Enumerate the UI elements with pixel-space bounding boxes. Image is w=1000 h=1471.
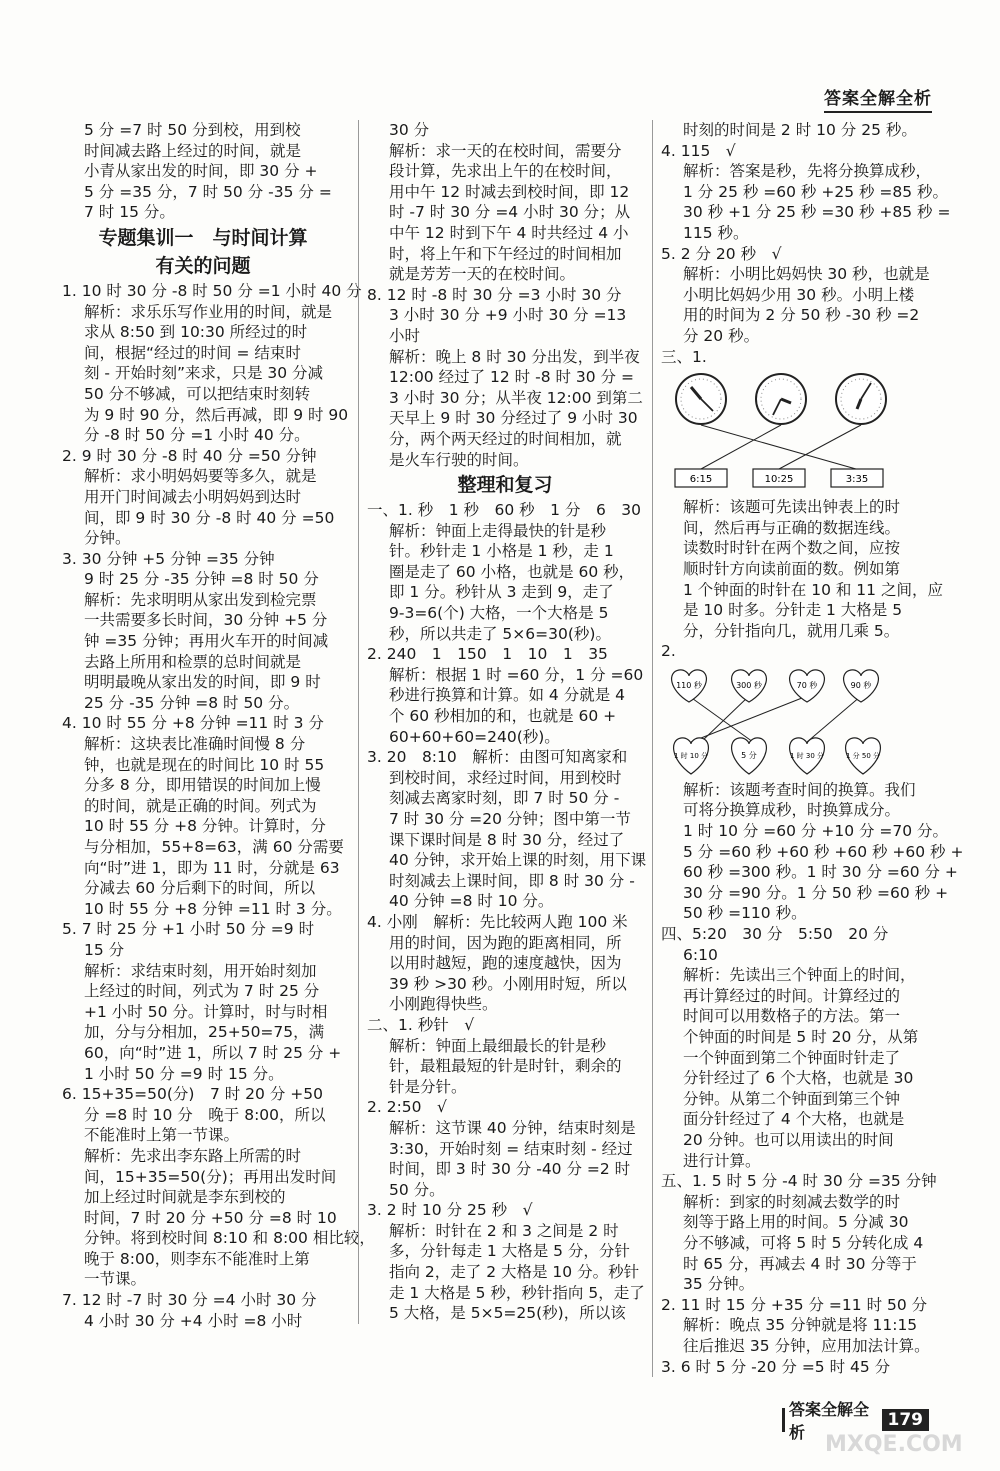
text-line: 时间，7 时 20 分 +50 分 =8 时 10 — [84, 1208, 337, 1227]
text-line: 7. 12 时 -7 时 30 分 =4 小时 30 分 — [62, 1291, 317, 1310]
text-line: 用的时间为 2 分 50 秒 -30 秒 =2 — [683, 306, 920, 325]
text-line: 7 时 15 分。 — [84, 203, 175, 222]
text-line: 中午 12 时到下午 4 时共经过 4 小 — [389, 223, 629, 242]
right-column-part-c — [661, 780, 964, 1377]
text-line: 时刻的时间是 2 时 10 分 25 秒。 — [683, 121, 917, 139]
heart-label: 90 秒 — [850, 680, 872, 690]
heart-icon — [674, 738, 709, 774]
heart-icon — [790, 670, 825, 702]
text-line: 30 秒 +1 分 25 秒 =30 秒 +85 秒 = — [683, 203, 951, 222]
watermark-logo: MXQE.COM — [825, 1432, 963, 1457]
text-line: 四、5:20 30 分 5:50 20 分 — [661, 925, 889, 944]
text-line: 解析：求一天的在校时间，需要分 — [389, 141, 622, 160]
text-line: 35 分钟。 — [683, 1275, 755, 1294]
text-line: 分 -8 时 50 分 =1 小时 40 分。 — [84, 426, 310, 445]
text-line: 50 秒 =110 秒。 — [683, 904, 807, 923]
text-line: 解析：求结束时刻，用开始时刻加 — [84, 961, 317, 980]
text-line: 2. 11 时 15 分 +35 分 =11 时 50 分 — [661, 1295, 928, 1314]
text-line: 1 小时 50 分 =9 时 15 分。 — [84, 1064, 284, 1083]
heart-icon — [790, 738, 825, 774]
text-line: 3 小时 30 分；从半夜 12:00 到第二 — [389, 388, 643, 407]
heart-icon — [732, 738, 767, 774]
text-line: 1. 10 时 30 分 -8 时 50 分 =1 小时 40 分 — [62, 281, 362, 300]
text-line: 解析：晚点 35 分钟就是将 11:15 — [683, 1316, 918, 1335]
text-line: 刻 - 开始时刻”来求，只是 30 分减 — [84, 364, 324, 383]
text-line: 去路上所用和检票的总时间就是 — [84, 652, 302, 671]
text-line: 3. 30 分钟 +5 分钟 =35 分钟 — [62, 549, 275, 568]
text-line: 25 分 -35 分钟 =8 时 50 分。 — [84, 693, 300, 712]
text-line: 6. 15+35=50(分) 7 时 20 分 +50 — [62, 1085, 323, 1104]
text-line: 秒，所以共走了 5×6=30(秒)。 — [389, 624, 611, 643]
text-line: 个 60 秒相加的和，也就是 60 + — [389, 707, 617, 726]
text-line: 天早上 9 时 30 分经过了 9 小时 30 — [389, 409, 638, 428]
right-column-part-a — [661, 120, 951, 367]
text-line: 2. 2:50 √ — [367, 1098, 447, 1117]
text-line: 50 分。 — [389, 1180, 445, 1199]
text-line: 8. 12 时 -8 时 30 分 =3 小时 30 分 — [367, 285, 622, 304]
text-line: 解析：求乐乐写作业用的时间，就是 — [84, 302, 333, 321]
text-line: 解析：晚上 8 时 30 分出发，到半夜 — [389, 347, 640, 366]
text-line: 1 个钟面的时针在 10 和 11 之间，应 — [683, 580, 943, 599]
text-line: 多，分针每走 1 大格是 5 分，分针 — [389, 1242, 630, 1261]
text-line: 10 时 55 分 +8 分钟 =11 时 3 分。 — [84, 899, 342, 918]
text-line: 用中午 12 时减去到校时间，即 12 — [389, 182, 630, 201]
text-line: 一个钟面到第二个钟面时针走了 — [683, 1048, 901, 1067]
text-line: 小青从家出发的时间，即 30 分 + — [84, 162, 318, 181]
text-line: 30 分 =90 分。1 分 50 秒 =60 秒 + — [683, 883, 949, 902]
text-line: 分，分针指向几，就用几乘 5。 — [683, 621, 900, 640]
text-line: 解析：该题可先读出钟表上的时 — [683, 498, 901, 517]
time-box-label: 10:25 — [764, 474, 794, 486]
column-right — [652, 120, 964, 1377]
text-line: 间，即 9 时 30 分 -8 时 40 分 =50 — [84, 508, 335, 527]
text-line: 解析：求小明妈妈要等多久，就是 — [84, 467, 317, 486]
text-line: 5 大格，是 5×5=25(秒)，所以该 — [389, 1304, 626, 1323]
text-line: 即 1 分。秒针从 3 走到 9，走了 — [389, 583, 614, 602]
column-left — [62, 120, 375, 1331]
text-line: 分，两个两天经过的时间相加，就 — [389, 429, 622, 448]
heart-label: 300 秒 — [736, 680, 762, 690]
text-line: 秒进行换算和计算。如 4 分就是 4 — [389, 686, 626, 705]
text-line: 不能准时上第一节课。 — [84, 1126, 240, 1145]
text-line: 加，分与分相加，25+50=75，满 — [84, 1023, 325, 1042]
text-line: 9-3=6(个) 大格，一个大格是 5 — [389, 604, 609, 623]
text-line: 40 分钟，求开始上课的时刻，用下课 — [389, 851, 647, 870]
text-line: 间，然后再与正确的数据连线。 — [683, 518, 901, 537]
text-line: 15 分 — [84, 940, 125, 959]
text-line: 分钟。将到校时间 8:10 和 8:00 相比较， — [84, 1229, 375, 1248]
text-line: 39 秒 >30 秒。小刚用时短，所以 — [389, 974, 627, 993]
text-line: 4. 115 √ — [661, 141, 736, 160]
section-heading: 专题集训一 与时间计算 — [98, 226, 308, 249]
heart-icon — [844, 670, 879, 702]
text-line: 4. 小刚 解析：先比较两人跑 100 米 — [367, 912, 628, 931]
clock-icon — [836, 374, 886, 424]
text-line: 5 分 =60 秒 +60 秒 +60 秒 +60 秒 + — [683, 842, 964, 861]
heart-label: 110 秒 — [676, 680, 702, 690]
text-line: 上经过的时间，列式为 7 时 25 分 — [84, 982, 320, 1001]
text-line: 求从 8:50 到 10:30 所经过的时 — [84, 323, 308, 342]
text-line: 是 10 时多。分针走 1 大格是 5 — [683, 601, 903, 620]
text-line: 以用时越短，跑的速度越快，因为 — [389, 954, 622, 973]
text-line: 50 分不够减，可以把结束时刻转 — [84, 384, 311, 403]
time-box-label: 6:15 — [689, 474, 713, 486]
page-number: 179 — [882, 1409, 930, 1431]
text-line: 解析：小明比妈妈快 30 秒，也就是 — [683, 265, 930, 284]
text-line: 6:10 — [683, 945, 718, 964]
text-line: 个钟面的时间是 5 时 20 分，从第 — [683, 1028, 919, 1046]
text-line: 时，将上午和下午经过的时间相加 — [389, 244, 622, 263]
text-line: 一、1. 秒 1 秒 60 秒 1 分 6 30 — [367, 501, 642, 520]
heart-label: 1 时 10 分 — [673, 751, 709, 760]
column-middle — [358, 120, 647, 1324]
text-line: 一共需要多长时间，30 分钟 +5 分 — [84, 611, 328, 630]
text-line: 解析：时针在 2 和 3 之间是 2 时 — [389, 1221, 619, 1240]
text-line: 三、1. — [661, 347, 707, 366]
text-line: 解析：先读出三个钟面上的时间， — [683, 966, 916, 985]
heart-label: 70 秒 — [796, 680, 818, 690]
text-line: 钟，也就是现在的时间比 10 时 55 — [84, 755, 325, 774]
text-line: 走 1 大格是 5 秒，秒针指向 5，走了 — [389, 1283, 645, 1302]
right-column-part-b — [661, 497, 943, 662]
clock-icon — [676, 374, 726, 424]
text-line: 加上经过时间就是李东到校的 — [84, 1188, 286, 1207]
text-line: 2. — [661, 642, 676, 661]
heart-icon — [846, 738, 881, 774]
text-line: 4. 10 时 55 分 +8 分钟 =11 时 3 分 — [62, 714, 324, 733]
text-line: 分钟。从第二个钟面到第三个钟 — [683, 1089, 901, 1108]
text-line: 顺时针方向读前面的数。例如第 — [683, 559, 901, 578]
text-line: 115 秒。 — [683, 223, 749, 242]
text-line: 可将分换算成秒，时换算成分。 — [683, 801, 901, 820]
text-line: 晚于 8:00，则李东不能准时上第 — [84, 1249, 310, 1268]
text-line: 与分相加，55+8=63，满 60 分需要 — [84, 838, 344, 856]
text-line: 3 小时 30 分 +9 小时 30 分 =13 — [389, 306, 627, 325]
heart-icon — [732, 670, 767, 702]
text-line: 解析：这节课 40 分钟，结束时刻是 — [389, 1118, 636, 1137]
section-heading: 有关的问题 — [155, 254, 251, 277]
text-line: 分 20 秒。 — [683, 326, 760, 345]
footer-title: 答案全解全析 — [789, 1400, 870, 1442]
text-line: 分不够减，可将 5 时 5 分转化成 4 — [683, 1233, 924, 1252]
text-line: 20 分钟。也可以用读出的时间 — [683, 1130, 894, 1149]
text-line: 60，向“时”进 1，所以 7 时 25 分 + — [84, 1043, 342, 1062]
text-line: 用开门时间减去小明妈妈到达时 — [84, 487, 302, 506]
text-line: 小刚跑得快些。 — [389, 995, 498, 1014]
text-line: 间，根据“经过的时间 = 结束时 — [84, 343, 301, 362]
text-line: 读数时时针在两个数之间，应按 — [683, 539, 901, 558]
heart-label: 5 分 — [741, 750, 757, 760]
text-line: 30 分 — [389, 121, 430, 139]
text-line: 面分针经过了 4 个大格，也就是 — [683, 1110, 905, 1129]
text-line: 分钟。 — [84, 529, 131, 548]
text-line: 用的时间，因为跑的距离相同，所 — [389, 933, 622, 952]
section-heading: 整理和复习 — [457, 474, 553, 497]
heart-icon — [672, 670, 707, 702]
text-line: 解析：到家的时刻减去数学的时 — [683, 1192, 901, 1211]
text-line: 解析：先求明明从家出发到检完票 — [84, 590, 317, 609]
text-line: 五、1. 5 时 5 分 -4 时 30 分 =35 分钟 — [661, 1172, 937, 1191]
text-line: 明明最晚从家出发的时间，即 9 时 — [84, 673, 321, 692]
text-line: 5. 2 分 20 秒 √ — [661, 244, 782, 263]
text-line: 解析：根据 1 时 =60 分，1 分 =60 — [389, 665, 644, 684]
text-line: 60+60+60=240(秒)。 — [389, 727, 560, 746]
text-line: 1 分 25 秒 =60 秒 +25 秒 =85 秒。 — [683, 182, 949, 201]
text-line: 刻等于路上用的时间。5 分减 30 — [683, 1213, 909, 1232]
text-line: 进行计算。 — [683, 1151, 761, 1170]
text-line: 解析：答案是秒，先将分换算成秒， — [683, 162, 932, 181]
text-line: 的时间，就是正确的时间。列式为 — [84, 796, 317, 815]
text-line: 分减去 60 分后剩下的时间，所以 — [84, 879, 316, 898]
text-line: 时刻减去上课时间，即 8 时 30 分 - — [389, 871, 635, 890]
text-line: 向“时”进 1，即为 11 时，分就是 63 — [84, 858, 340, 877]
text-line: 分 =8 时 10 分 晚于 8:00，所以 — [84, 1105, 326, 1124]
text-line: 时间可以用数格子的方法。第一 — [683, 1007, 901, 1026]
text-line: 是火车行驶的时间。 — [389, 450, 529, 469]
text-line: 就是芳芳一天的在校时间。 — [389, 265, 576, 284]
text-line: 7 时 30 分 =20 分钟；图中第一节 — [389, 810, 631, 828]
text-line: 3. 2 时 10 分 25 秒 √ — [367, 1201, 533, 1220]
text-line: 分多 8 分，即用错误的时间加上慢 — [84, 776, 321, 795]
heart-matching-figure — [661, 666, 939, 776]
text-line: 2. 240 1 150 1 10 1 35 — [367, 645, 608, 664]
text-line: 时间，即 3 时 30 分 -40 分 =2 时 — [389, 1160, 631, 1179]
text-line: 3. 20 8:10 解析：由图可知离家和 — [367, 748, 628, 767]
text-line: 圈是走了 60 小格，也就是 60 秒， — [389, 562, 635, 581]
text-line: 针，最粗最短的针是时针，剩余的 — [389, 1057, 622, 1076]
text-line: 往后推迟 35 分钟，应用加法计算。 — [683, 1336, 930, 1355]
text-line: 5 分 =35 分，7 时 50 分 -35 分 = — [84, 182, 332, 201]
text-line: 解析：钟面上最细最长的针是秒 — [389, 1036, 607, 1055]
text-line: 小明比妈妈少用 30 秒。小明上楼 — [683, 285, 915, 304]
text-line: 到校时间，求经过时间，用到校时 — [389, 768, 622, 787]
text-line: 为 9 时 90 分，然后再减，即 9 时 90 — [84, 405, 349, 424]
text-line: 间，15+35=50(分)；再用出发时间 — [84, 1167, 337, 1186]
clock-icon — [756, 374, 806, 424]
text-line: 时 65 分，再减去 4 时 30 分等于 — [683, 1254, 917, 1273]
text-line: 刻减去离家时刻，即 7 时 50 分 - — [389, 789, 620, 808]
text-line: 12:00 经过了 12 时 -8 时 30 分 = — [389, 368, 634, 387]
text-line: 再计算经过的时间。计算经过的 — [683, 986, 901, 1005]
text-line: 钟 =35 分钟；再用火车开的时间减 — [84, 632, 329, 651]
text-line: 针。秒针走 1 小格是 1 秒，走 1 — [389, 542, 614, 561]
text-line: 9 时 25 分 -35 分钟 =8 时 50 分 — [84, 570, 319, 589]
text-line: 时间减去路上经过的时间，就是 — [84, 141, 302, 160]
text-line: 40 分钟 =8 时 10 分。 — [389, 892, 554, 911]
text-line: 1 时 10 分 =60 分 +10 分 =70 分。 — [683, 822, 949, 841]
text-line: 60 秒 =300 秒。1 时 30 分 =60 分 + — [683, 863, 958, 882]
text-line: 解析：钟面上走得最快的针是秒 — [389, 521, 607, 540]
text-line: 3:30，开始时刻 = 结束时刻 - 经过 — [389, 1139, 633, 1158]
text-line: 分针经过了 6 个大格，也就是 30 — [683, 1069, 914, 1088]
text-line: 10 时 55 分 +8 分钟。计算时，分 — [84, 817, 326, 836]
text-line: 解析：这块表比准确时间慢 8 分 — [84, 735, 306, 754]
text-line: 课下课时间是 8 时 30 分，经过了 — [389, 830, 625, 849]
clock-matching-figure — [661, 371, 939, 493]
text-line: 3. 6 时 5 分 -20 分 =5 时 45 分 — [661, 1357, 891, 1376]
time-box-label: 3:35 — [845, 474, 869, 486]
text-line: 一节课。 — [84, 1270, 147, 1289]
text-line: 小时 — [389, 326, 421, 345]
text-line: 指向 2，走了 2 大格是 10 分。秒针 — [389, 1263, 640, 1282]
text-line: 针是分针。 — [389, 1077, 467, 1096]
text-line: 2. 9 时 30 分 -8 时 40 分 =50 分钟 — [62, 446, 317, 465]
text-line: 二、1. 秒针 √ — [367, 1015, 475, 1034]
text-line: 5 分 =7 时 50 分到校，用到校 — [84, 121, 301, 139]
page-footer — [782, 1400, 929, 1442]
running-header: 答案全解全析 — [824, 84, 932, 113]
text-line: 解析：先求出李东路上所需的时 — [84, 1146, 302, 1165]
text-line: 段计算，先求出上午的在校时间， — [389, 162, 622, 181]
text-line: 时 -7 时 30 分 =4 小时 30 分；从 — [389, 203, 631, 222]
heart-label: 1 时 30 分 — [789, 751, 825, 760]
text-line: 解析：该题考查时间的换算。我们 — [683, 780, 916, 799]
heart-label: 1 分 50 分 — [845, 751, 881, 760]
text-line: 4 小时 30 分 +4 小时 =8 小时 — [84, 1311, 303, 1330]
text-line: 5. 7 时 25 分 +1 小时 50 分 =9 时 — [62, 920, 315, 939]
text-line: +1 小时 50 分。计算时，时与时相 — [84, 1002, 328, 1021]
